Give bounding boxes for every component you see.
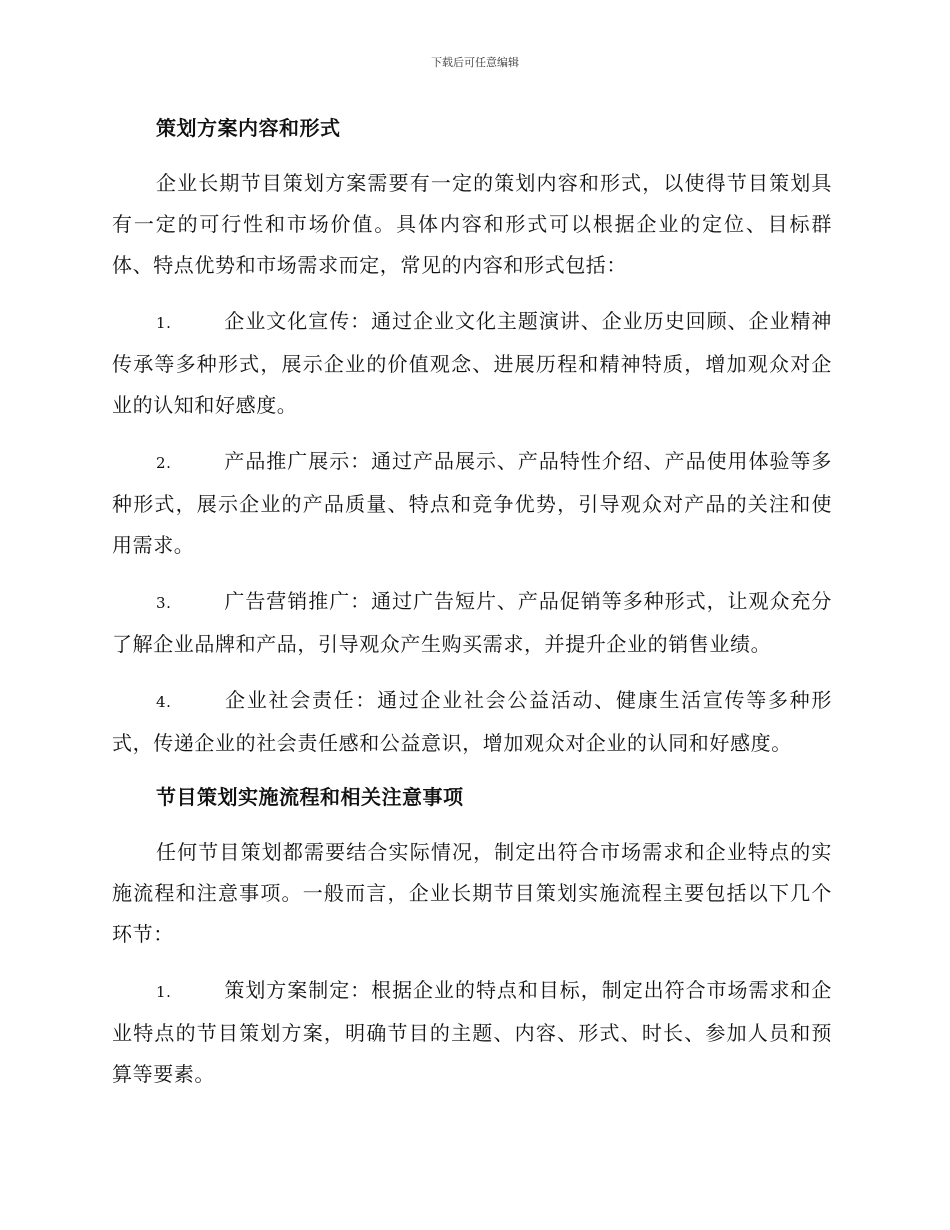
list-item <box>112 970 832 1095</box>
list-item <box>112 441 832 566</box>
page-header: 下载后可任意编辑 <box>431 56 519 69</box>
document-body <box>112 110 832 1110</box>
list-item <box>112 581 832 665</box>
section-heading-content-format: 策划方案内容和形式 <box>156 116 341 140</box>
list-item-text: 企业文化宣传：通过企业文化主题演讲、企业历史回顾、企业精神传承等多种形式，展示企业的价值观念、进展历程和精神特质，增加观众对企业的认知和好感度。 <box>112 309 832 417</box>
section1-intro-paragraph: 企业长期节目策划方案需要有一定的策划内容和形式，以使得节目策划具有一定的可行性和市场价值。具体内容和形式可以根据企业的定位、目标群体、特点优势和市场需求而定，常见的内容和形式包括： <box>112 171 832 277</box>
list-item-number: 1. <box>156 314 172 332</box>
list-item <box>112 301 832 426</box>
list-item-text: 产品推广展示：通过产品展示、产品特性介绍、产品使用体验等多种形式，展示企业的产品质量、特点和竞争优势，引导观众对产品的关注和使用需求。 <box>112 449 832 557</box>
list-item <box>112 680 832 764</box>
section-heading-implementation: 节目策划实施流程和相关注意事项 <box>156 785 464 809</box>
list-item-text: 企业社会责任：通过企业社会公益活动、健康生活宣传等多种形式，传递企业的社会责任感和公益意识，增加观众对企业的认同和好感度。 <box>112 688 832 755</box>
list-item-text: 策划方案制定：根据企业的特点和目标，制定出符合市场需求和企业特点的节目策划方案，明确节目的主题、内容、形式、时长、参加人员和预算等要素。 <box>112 978 832 1086</box>
list-item-number: 2. <box>156 454 172 472</box>
list-item-number: 3. <box>156 594 172 612</box>
section2-intro-paragraph: 任何节目策划都需要结合实际情况，制定出符合市场需求和企业特点的实施流程和注意事项。一般而言，企业长期节目策划实施流程主要包括以下几个环节： <box>112 840 832 946</box>
list-item-text: 广告营销推广：通过广告短片、产品促销等多种形式，让观众充分了解企业品牌和产品，引导观众产生购买需求，并提升企业的销售业绩。 <box>112 589 832 656</box>
list-item-number: 1. <box>156 983 172 1001</box>
list-item-number: 4. <box>156 693 172 711</box>
